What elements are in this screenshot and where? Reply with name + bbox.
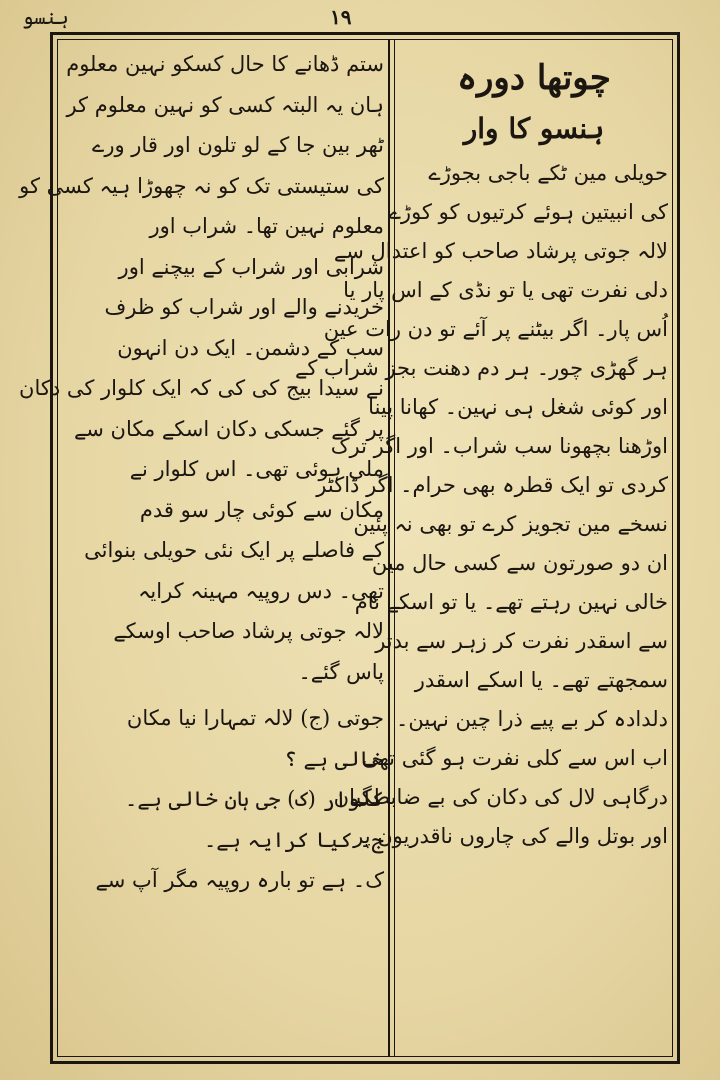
text-line: نسخے مین تجویز کرے تو بھی نہ پئین — [353, 512, 668, 536]
text-line: خریدنے والے اور شراب کو ظرف — [104, 295, 384, 319]
text-line: سب کے دشمن۔ ایک دن انہون — [117, 335, 384, 360]
text-line: تھی۔ دس روپیہ مہینہ کرایہ — [138, 578, 384, 603]
dialogue-line: ک۔ ہے تو بارہ روپیہ مگر آپ سے — [95, 868, 384, 892]
text-line: اب اس سے کلی نفرت ہو گئی تھی — [362, 746, 668, 770]
text-line: لالہ جوتی پرشاد صاحب اوسکے — [113, 619, 384, 643]
text-line: ان دو صورتون سے کسی حال مین — [371, 551, 668, 575]
text-line: معلوم نہین تھا۔ شراب اور — [149, 214, 384, 238]
text-line: ستم ڈھانے کا حال کسکو نہین معلوم — [66, 52, 384, 76]
text-line: اور بوتل والے کی چاروں ناقدریون پر — [353, 824, 668, 848]
text-line: سے اسقدر نفرت کر زہر سے بدتر — [375, 629, 668, 653]
text-line: پاس گئے۔ — [298, 659, 384, 684]
text-line: کی انبیتین ہوئے کرتیوں کو کوڑے — [388, 200, 668, 224]
dialogue-line: ج۔ کیا کرایہ ہے۔ — [204, 827, 384, 852]
text-line: اوڑھنا بچھونا سب شراب۔ اور اگر ترک — [330, 434, 668, 458]
text-line: پر گئے جسکی دکان اسکے مکان سے — [73, 416, 384, 441]
dialogue-block — [62, 698, 384, 901]
running-head — [0, 2, 720, 32]
dialogue-line: کلوار (ک) جی ہان خالی ہے۔ — [125, 787, 384, 811]
text-line: کے فاصلے پر ایک نئی حویلی بنوائی — [84, 538, 384, 562]
left-column-text — [19, 44, 384, 692]
text-line: ملی ہوئی تھی۔ اس کلوار نے — [129, 457, 384, 481]
chapter-title: چوتھا دورہ — [457, 58, 611, 98]
dialogue-line: خالی ہے ؟ — [284, 746, 384, 771]
text-line: کردی تو ایک قطرہ بھی حرام۔ اگر ڈاکٹر — [316, 473, 668, 497]
text-line: لالہ جوتی پرشاد صاحب کو اعتدال سے — [333, 239, 668, 263]
text-line: ہان یہ البتہ کسی کو نہین معلوم کر — [66, 92, 384, 117]
text-line: درگاہی لال کی دکان کی بے ضابطگیان — [333, 785, 668, 809]
text-line: ٹھر بین جا کے لو تلون اور قار ورے — [92, 133, 384, 157]
text-line: دلدادہ کر بے پیے ذرا چین نہین۔ — [396, 707, 668, 731]
text-line: کی ستیستی تک کو نہ چھوڑا ہیہ کسی کو — [19, 173, 384, 198]
text-line: اور کوئی شغل ہی نہین۔ کھانا پینا — [368, 395, 668, 419]
text-line: دلی نفرت تھی یا تو نڈی کے اس پار یا — [343, 278, 668, 302]
text-line: نے سیدا بیج کی کی کہ ایک کلوار کی دکان — [19, 376, 384, 400]
text-line: ہر گھڑی چور۔ ہر دم دھنت بجز شراب کے — [295, 356, 668, 380]
section-title: ہنسو کا وار — [463, 112, 605, 145]
text-line: حویلی مین ٹکے باجی بجوڑے — [428, 161, 668, 185]
running-title: ہنسو — [22, 5, 69, 29]
dialogue-line: جوتی (ج) لالہ تمہارا نیا مکان — [126, 706, 384, 730]
text-line: شرابی اور شراب کے بیچنے اور — [118, 254, 384, 279]
text-line: سمجھتے تھے۔ یا اسکے اسقدر — [414, 668, 668, 692]
left-column — [19, 44, 384, 1050]
text-line: مکان سے کوئی چار سو قدم — [139, 497, 384, 522]
text-line: خالی نہین رہتے تھے۔ یا تو اسکے نام — [354, 590, 668, 614]
page-number: ۱۹ — [330, 5, 352, 29]
text-line: اُس پار۔ اگر بیٹنے پر آئے تو دن رات عین — [323, 317, 668, 341]
